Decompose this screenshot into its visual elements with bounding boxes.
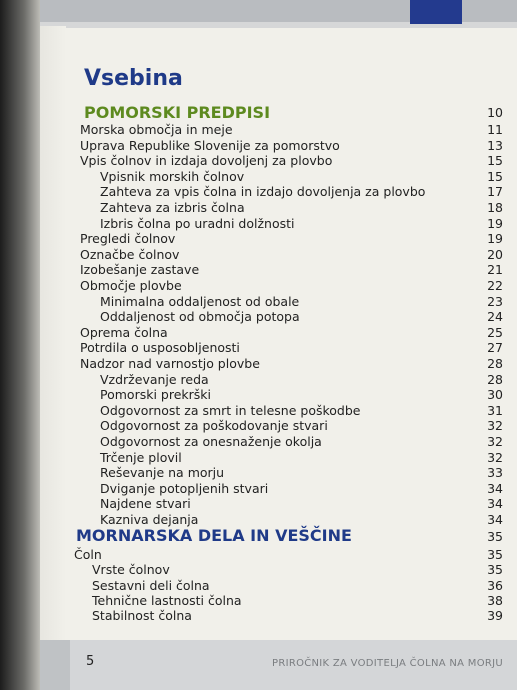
toc-entry-title: Sestavni deli čolna [92,577,210,593]
toc-entry-page: 19 [487,231,503,247]
toc-section-page: 10 [487,105,503,120]
toc-entry-page: 35 [487,562,503,578]
toc-entry-page: 21 [487,262,503,278]
toc-entry-title: Odgovornost za smrt in telesne poškodbe [100,402,361,418]
toc-entry-title: Morska območja in meje [80,122,233,137]
toc-entry-page: 38 [487,592,503,608]
toc-entry-page: 34 [487,512,503,527]
book-page [40,0,517,690]
toc-entry-page: 11 [487,122,503,137]
toc-entry-page: 35 [487,547,503,562]
page-left-margin [40,26,66,656]
toc-entry-title: Vrste čolnov [92,562,170,578]
toc-entry-title: Trčenje plovil [100,449,182,465]
toc-entry-page: 31 [487,402,503,418]
toc-entry-title: Tehnične lastnosti čolna [92,592,242,608]
toc-entry-title: Reševanje na morju [100,465,225,481]
running-footer: PRIROČNIK ZA VODITELJA ČOLNA NA MORJU [272,658,503,669]
toc-entry-page: 19 [487,215,503,231]
toc-entry-page: 30 [487,387,503,403]
toc-entry-page: 32 [487,449,503,465]
toc-entry-page: 39 [487,608,503,624]
toc-entry-title: Označbe čolnov [80,246,180,262]
toc-entry-page: 17 [487,184,503,200]
toc-entry-page: 13 [487,137,503,153]
toc-entry-title: Vpisnik morskih čolnov [100,168,245,184]
toc-entry-page: 15 [487,168,503,184]
toc-entry-page: 32 [487,434,503,449]
toc-entry-page: 15 [487,153,503,169]
toc-entry-title: Oprema čolna [80,324,168,340]
toc-entry-title: Območje plovbe [80,278,182,293]
toc-entry-page: 34 [487,480,503,496]
toc-entry-title: Potrdila o usposobljenosti [80,340,240,356]
toc-entry-title: Oddaljenost od območja potopa [100,309,300,325]
toc-entry-title: Izobešanje zastave [80,262,200,278]
toc-section-title: POMORSKI PREDPISI [84,103,271,122]
toc-entry-title: Nadzor nad varnostjo plovbe [80,356,260,371]
footer-band-edge [40,640,70,690]
toc-entry-page: 36 [487,577,503,593]
toc-entry-page: 24 [487,309,503,325]
toc-entry-page: 22 [487,278,503,293]
toc-entry-title: Dviganje potopljenih stvari [100,480,269,496]
toc-entry-title: Vzdrževanje reda [100,371,209,387]
page-title: Vsebina [84,66,183,91]
toc-entry-title: Odgovornost za poškodovanje stvari [100,418,328,434]
top-color-block [410,0,462,24]
toc-entry-page: 34 [487,496,503,512]
toc-entry-page: 20 [487,246,503,262]
toc-entry-page: 25 [487,324,503,340]
toc-entry-page: 27 [487,340,503,356]
toc-entry-title: Kazniva dejanja [100,512,199,527]
toc-entry-title: Uprava Republike Slovenije za pomorstvo [80,137,340,153]
toc-section-title: MORNARSKA DELA IN VEŠČINE [76,526,352,545]
toc-entry-title: Pregledi čolnov [80,231,176,247]
toc-entry-page: 32 [487,418,503,434]
toc-entry-title: Izbris čolna po uradni dolžnosti [100,215,295,231]
book-spine-shadow [0,0,40,690]
toc-entry-title: Čoln [74,547,102,562]
toc-entry-title: Odgovornost za onesnaženje okolja [100,434,322,449]
toc-entry-title: Vpis čolnov in izdaja dovoljenj za plovbo [80,153,333,169]
page-number: 5 [86,654,95,669]
toc-entry-title: Zahteva za vpis čolna in izdajo dovoljenja za plovbo [100,184,426,200]
toc-entry-page: 33 [487,465,503,481]
toc-section-page: 35 [487,529,503,544]
toc-entry-title: Najdene stvari [100,496,191,512]
toc-entry-title: Zahteva za izbris čolna [100,200,245,215]
toc-entry-title: Stabilnost čolna [92,608,192,624]
toc-entry-page: 28 [487,356,503,371]
toc-entry-title: Minimalna oddaljenost od obale [100,293,300,309]
toc-entry-page: 18 [487,200,503,215]
toc-entry-title: Pomorski prekrški [100,387,211,403]
toc-entry-page: 28 [487,371,503,387]
toc-entry-page: 23 [487,293,503,309]
